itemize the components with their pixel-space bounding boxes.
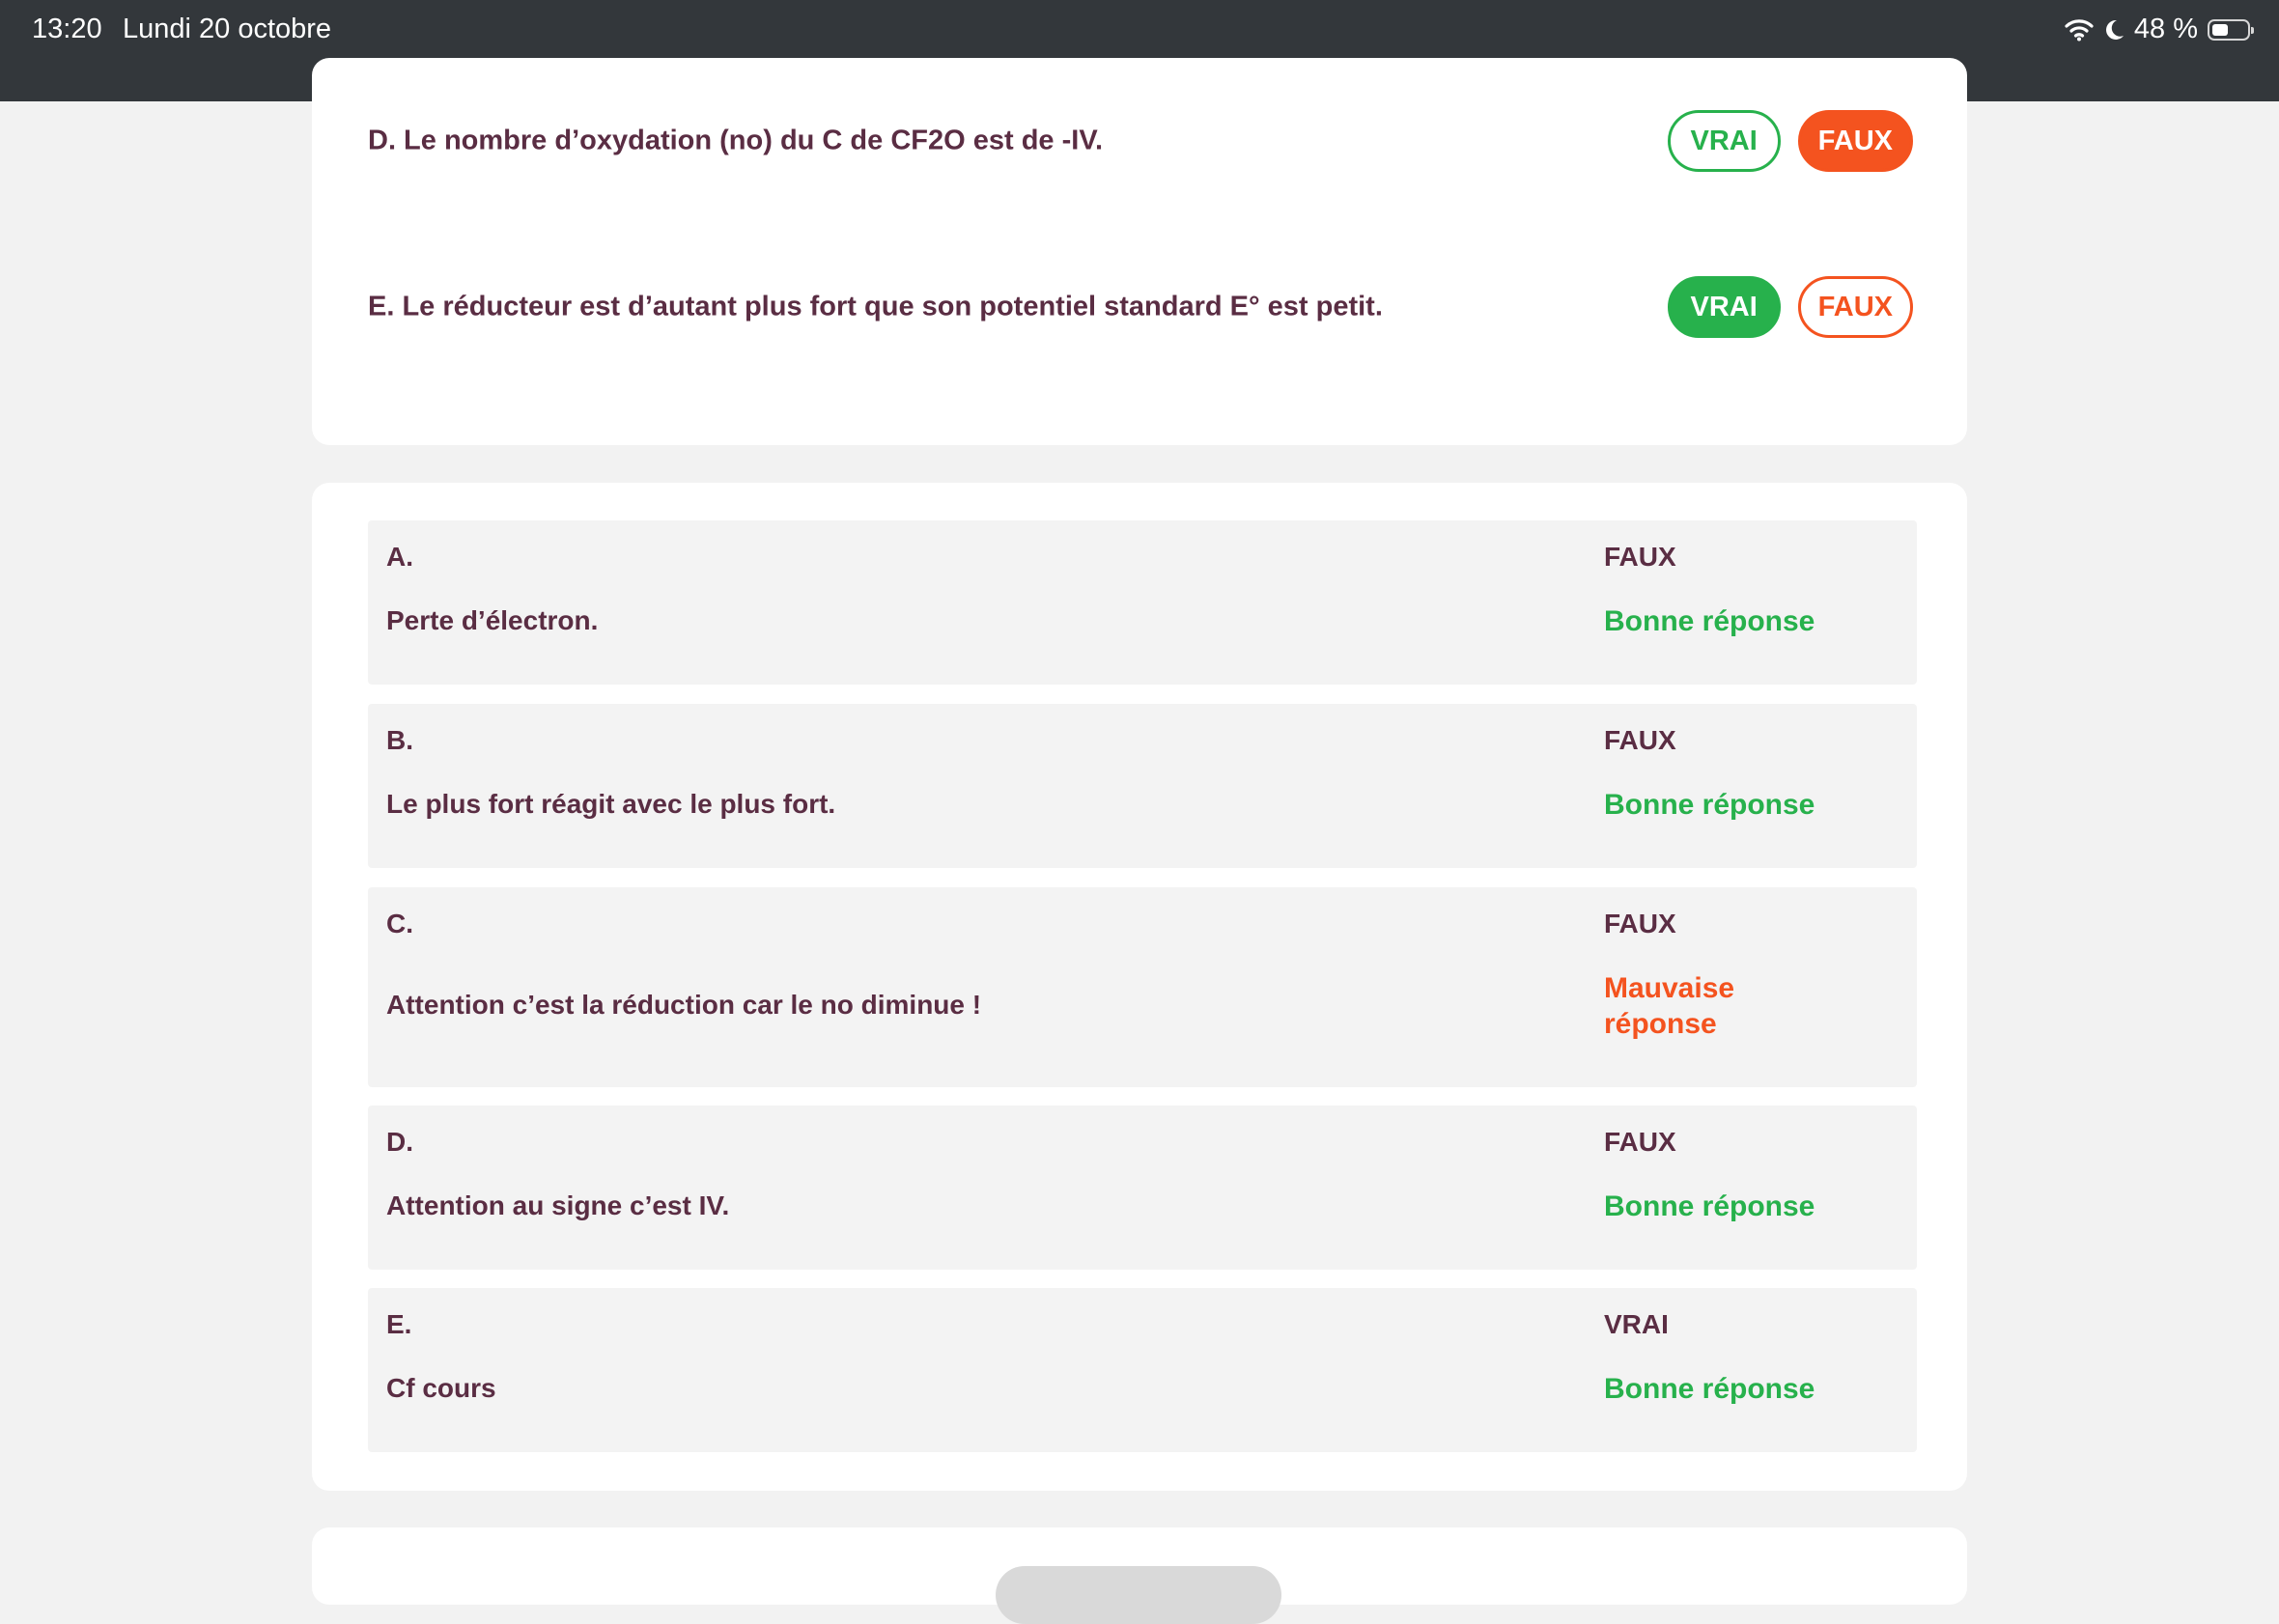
answer-letter: E. — [386, 1309, 412, 1339]
question-card — [312, 58, 1967, 445]
verdict-label: Bonne réponse — [1604, 1190, 1815, 1222]
battery-icon — [2208, 19, 2250, 41]
correct-answer: FAUX — [1604, 725, 1676, 755]
answer-explanation: Attention au signe c’est IV. — [386, 1190, 730, 1220]
answer-explanation: Le plus fort réagit avec le plus fort. — [386, 789, 836, 819]
vrai-button[interactable]: VRAI — [1668, 110, 1781, 172]
question-row-d — [368, 110, 1913, 172]
question-row-e — [368, 276, 1913, 338]
answer-letter: D. — [386, 1127, 413, 1157]
answer-item-b — [368, 704, 1917, 868]
answer-item-c — [368, 887, 1917, 1087]
answer-letter: B. — [386, 725, 413, 755]
faux-button[interactable]: FAUX — [1798, 276, 1913, 338]
answer-explanation: Attention c’est la réduction car le no diminue ! — [386, 990, 982, 1020]
status-time: 13:20 — [32, 14, 102, 44]
answer-explanation: Cf cours — [386, 1373, 496, 1403]
battery-level — [2212, 24, 2228, 36]
wifi-icon — [2065, 18, 2094, 42]
correct-answer: FAUX — [1604, 542, 1676, 572]
verdict-label: Mauvaise réponse — [1604, 972, 1735, 1040]
next-card — [312, 1527, 1967, 1605]
question-text: D. Le nombre d’oxydation (no) du C de CF2O est de -IV. — [368, 125, 1104, 156]
answer-item-a — [368, 520, 1917, 685]
answer-item-d — [368, 1106, 1917, 1270]
correct-answer: FAUX — [1604, 909, 1676, 938]
correct-answer: VRAI — [1604, 1309, 1669, 1339]
verdict-label: Bonne réponse — [1604, 1373, 1815, 1405]
question-text: E. Le réducteur est d’autant plus fort que son potentiel standard E° est petit. — [368, 291, 1383, 322]
answer-item-e — [368, 1288, 1917, 1452]
verdict-label: Bonne réponse — [1604, 789, 1815, 821]
status-date: Lundi 20 octobre — [123, 14, 332, 44]
answer-letter: A. — [386, 542, 413, 572]
next-button[interactable] — [996, 1566, 1281, 1624]
moon-icon — [2103, 18, 2124, 42]
answer-letter: C. — [386, 909, 413, 938]
verdict-label: Bonne réponse — [1604, 605, 1815, 637]
correction-card — [312, 483, 1967, 1491]
vrai-button[interactable]: VRAI — [1668, 276, 1781, 338]
status-icons — [2065, 14, 2250, 45]
faux-button[interactable]: FAUX — [1798, 110, 1913, 172]
battery-percent: 48 % — [2133, 14, 2198, 44]
correct-answer: FAUX — [1604, 1127, 1676, 1157]
answer-explanation: Perte d’électron. — [386, 605, 599, 635]
